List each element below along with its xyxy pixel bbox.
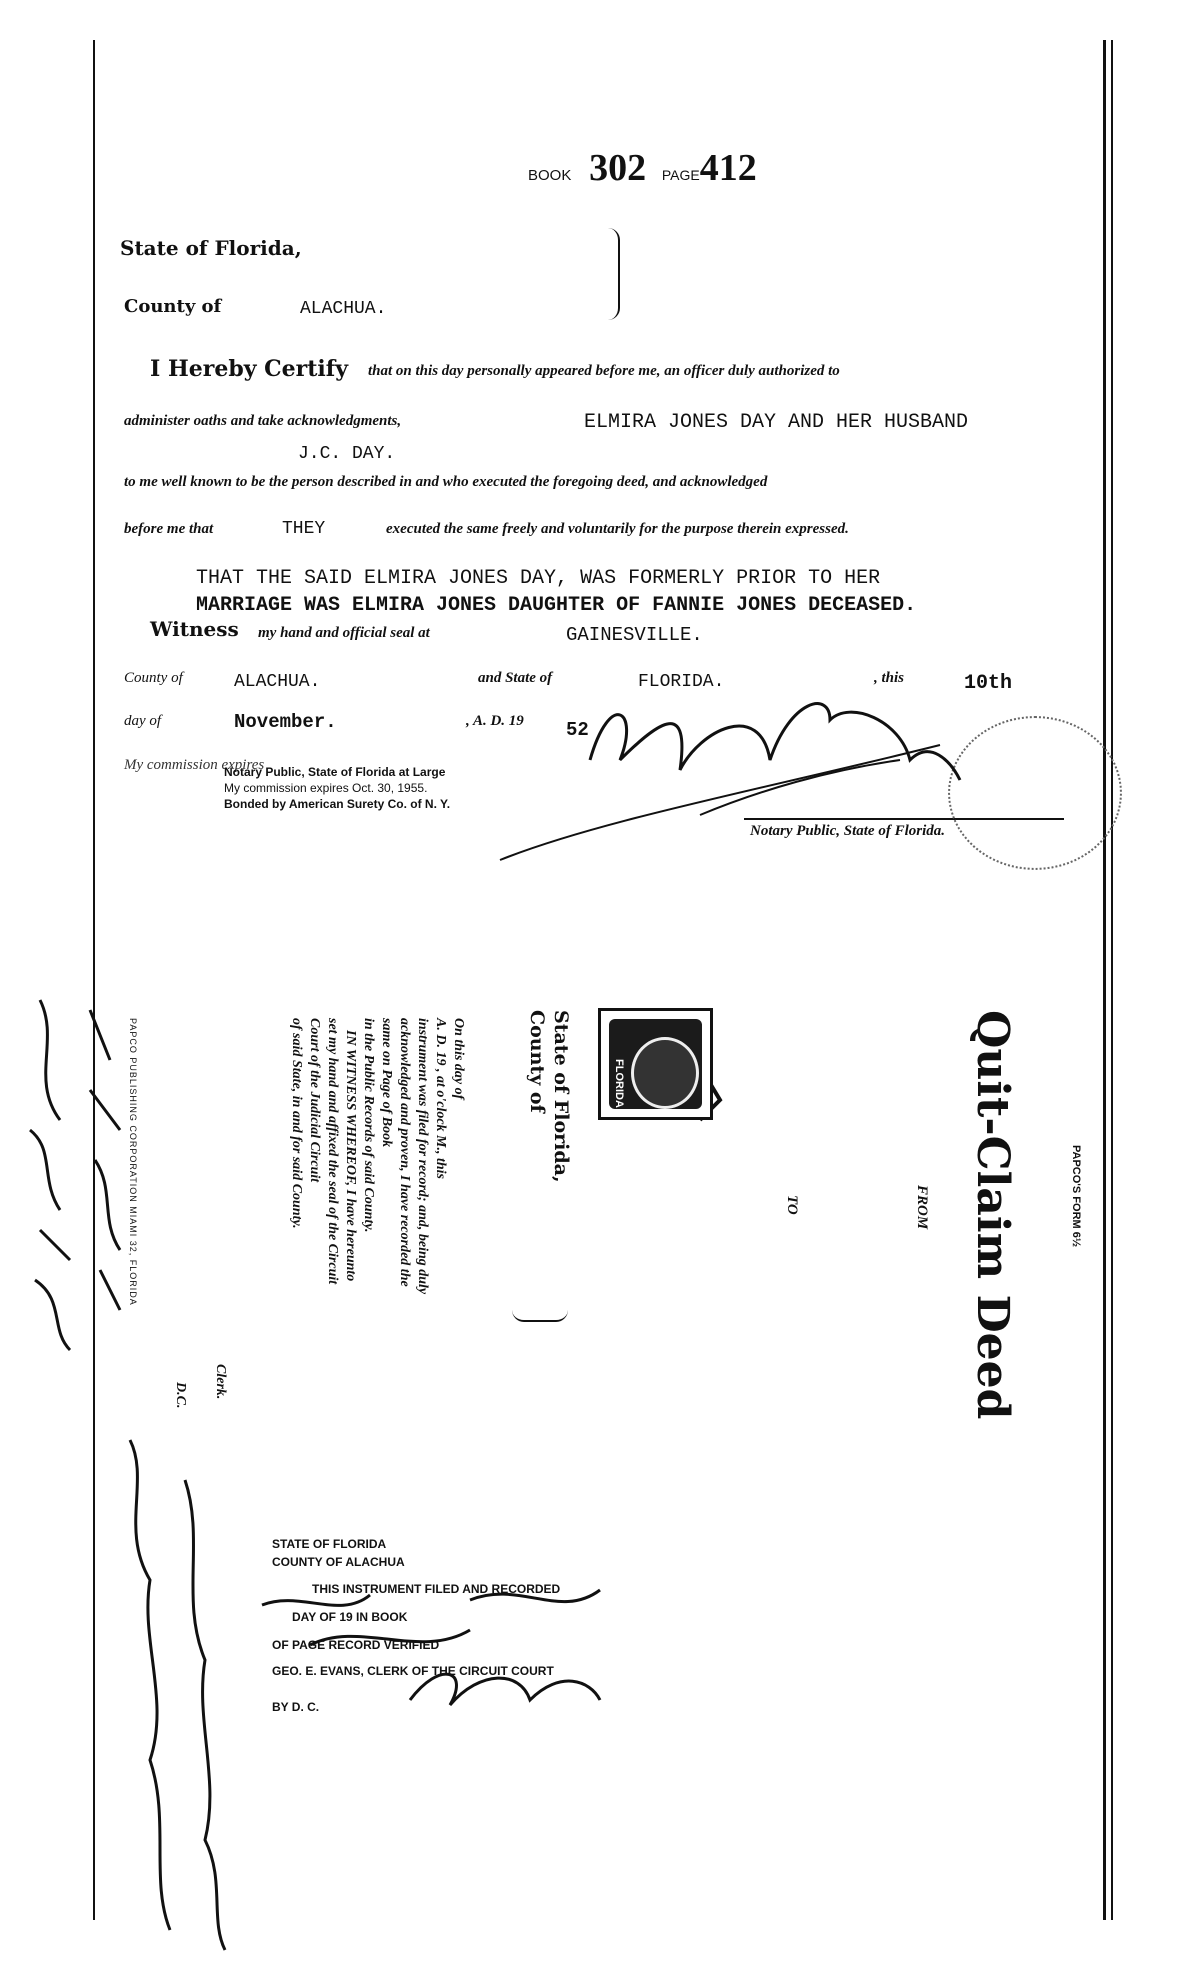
- notary-caption: Notary Public, State of Florida.: [750, 823, 945, 839]
- known-text: to me well known to be the person described in and who executed the foregoing deed, and acknowledged: [124, 474, 768, 490]
- clerk-line-7: IN WITNESS WHEREOF, I have hereunto: [343, 1030, 358, 1282]
- clerk-line-4: acknowledged and proven, I have recorded the: [397, 1018, 412, 1287]
- executed-text: executed the same freely and voluntarily for the purpose therein expressed.: [386, 521, 849, 537]
- back-county-label: County of: [526, 1010, 548, 1113]
- state-of-label: and State of: [478, 670, 553, 686]
- clerk-line-10: of said State, in and for said County.: [289, 1018, 304, 1229]
- clerk-label: Clerk.: [213, 1364, 228, 1400]
- clerk-line-1: On this day of: [451, 1018, 466, 1100]
- year-value: 52: [566, 719, 589, 741]
- witness-place: GAINESVILLE.: [566, 624, 703, 646]
- certify-heading: I Hereby Certify: [150, 356, 349, 382]
- county-value: ALACHUA.: [300, 299, 387, 319]
- note-line-2: MARRIAGE WAS ELMIRA JONES DAUGHTER OF FANNIE JONES DECEASED.: [196, 594, 917, 617]
- filing-stamp-line-3: THIS INSTRUMENT FILED AND RECORDED: [312, 1582, 561, 1596]
- note-line-1: THAT THE SAID ELMIRA JONES DAY, WAS FORMERLY PRIOR TO HER: [196, 567, 881, 590]
- notary-stamp-line-1: Notary Public, State of Florida at Large: [224, 765, 446, 779]
- book-number: 302: [589, 147, 647, 189]
- filing-stamp-line-1: STATE OF FLORIDA: [272, 1537, 387, 1551]
- back-brace: [512, 1310, 568, 1322]
- back-from-label: FROM: [914, 1185, 930, 1230]
- ad-label: , A. D. 19: [466, 713, 524, 729]
- page-number: 412: [699, 147, 757, 189]
- party-line-2: J.C. DAY.: [298, 444, 396, 464]
- filing-stamp-line-5: OF PAGE RECORD VERIFIED: [272, 1638, 440, 1652]
- notary-signature: [590, 704, 960, 780]
- clerk-line-9: Court of the Judicial Circuit: [307, 1018, 322, 1183]
- state-heading: State of Florida,: [120, 236, 302, 260]
- filing-stamp-line-4: DAY OF 19 IN BOOK: [292, 1610, 408, 1624]
- dc-label: D.C.: [173, 1382, 188, 1409]
- filing-stamp-line-7: BY D. C.: [272, 1700, 320, 1714]
- county-label: County of: [124, 296, 222, 317]
- county-of-value: ALACHUA.: [234, 672, 321, 692]
- notary-stamp-line-3: Bonded by American Surety Co. of N. Y.: [224, 797, 451, 811]
- clerk-line-5: same on Page of Book: [379, 1018, 394, 1148]
- book-label: BOOK: [528, 167, 572, 184]
- filing-stamp-line-6: GEO. E. EVANS, CLERK OF THE CIRCUIT COURT: [272, 1664, 554, 1678]
- day-of-label: day of: [124, 713, 162, 729]
- party-line-1: ELMIRA JONES DAY AND HER HUSBAND: [584, 411, 969, 434]
- back-to-label: TO: [784, 1195, 800, 1215]
- back-state-label: State of Florida,: [550, 1010, 572, 1183]
- clerk-signature: [410, 1674, 600, 1705]
- administer-text: administer oaths and take acknowledgments,: [124, 413, 402, 429]
- certify-text: that on this day personally appeared before me, an officer duly authorized to: [368, 363, 840, 379]
- back-publisher: PAPCO PUBLISHING CORPORATION MIAMI 32, FLORIDA: [128, 1018, 138, 1306]
- state-of-value: FLORIDA.: [638, 672, 725, 692]
- witness-label: Witness: [150, 617, 239, 641]
- month-value: November.: [234, 711, 337, 733]
- page-label: PAGE: [661, 167, 700, 183]
- back-form-label: PAPCO'S FORM 6½: [1070, 1145, 1082, 1248]
- commission-label: My commission expires: [124, 757, 265, 773]
- clerk-line-2: A. D. 19 , at o'clock M., this: [433, 1018, 448, 1180]
- clerk-line-3: instrument was filed for record; and, being duly: [415, 1018, 430, 1295]
- before-text: before me that: [124, 521, 214, 537]
- notary-stamp-line-2: My commission expires Oct. 30, 1955.: [224, 781, 428, 795]
- county-of-label: County of: [124, 670, 183, 686]
- revenue-stamp-label: FLORIDA: [613, 1059, 625, 1108]
- filing-stamp-line-2: COUNTY OF ALACHUA: [272, 1555, 405, 1569]
- this-label: , this: [874, 670, 905, 686]
- margin-handwriting: [30, 1000, 70, 1350]
- witness-text: my hand and official seal at: [258, 625, 430, 641]
- back-deed-title: Quit-Claim Deed: [967, 1010, 1018, 1420]
- clerk-line-6: in the Public Records of said County.: [361, 1018, 376, 1233]
- clerk-line-8: set my hand and affixed the seal of the Circuit: [325, 1018, 340, 1285]
- revenue-stamp: [598, 1008, 713, 1120]
- day-value: 10th: [964, 672, 1013, 695]
- they-value: THEY: [282, 519, 326, 539]
